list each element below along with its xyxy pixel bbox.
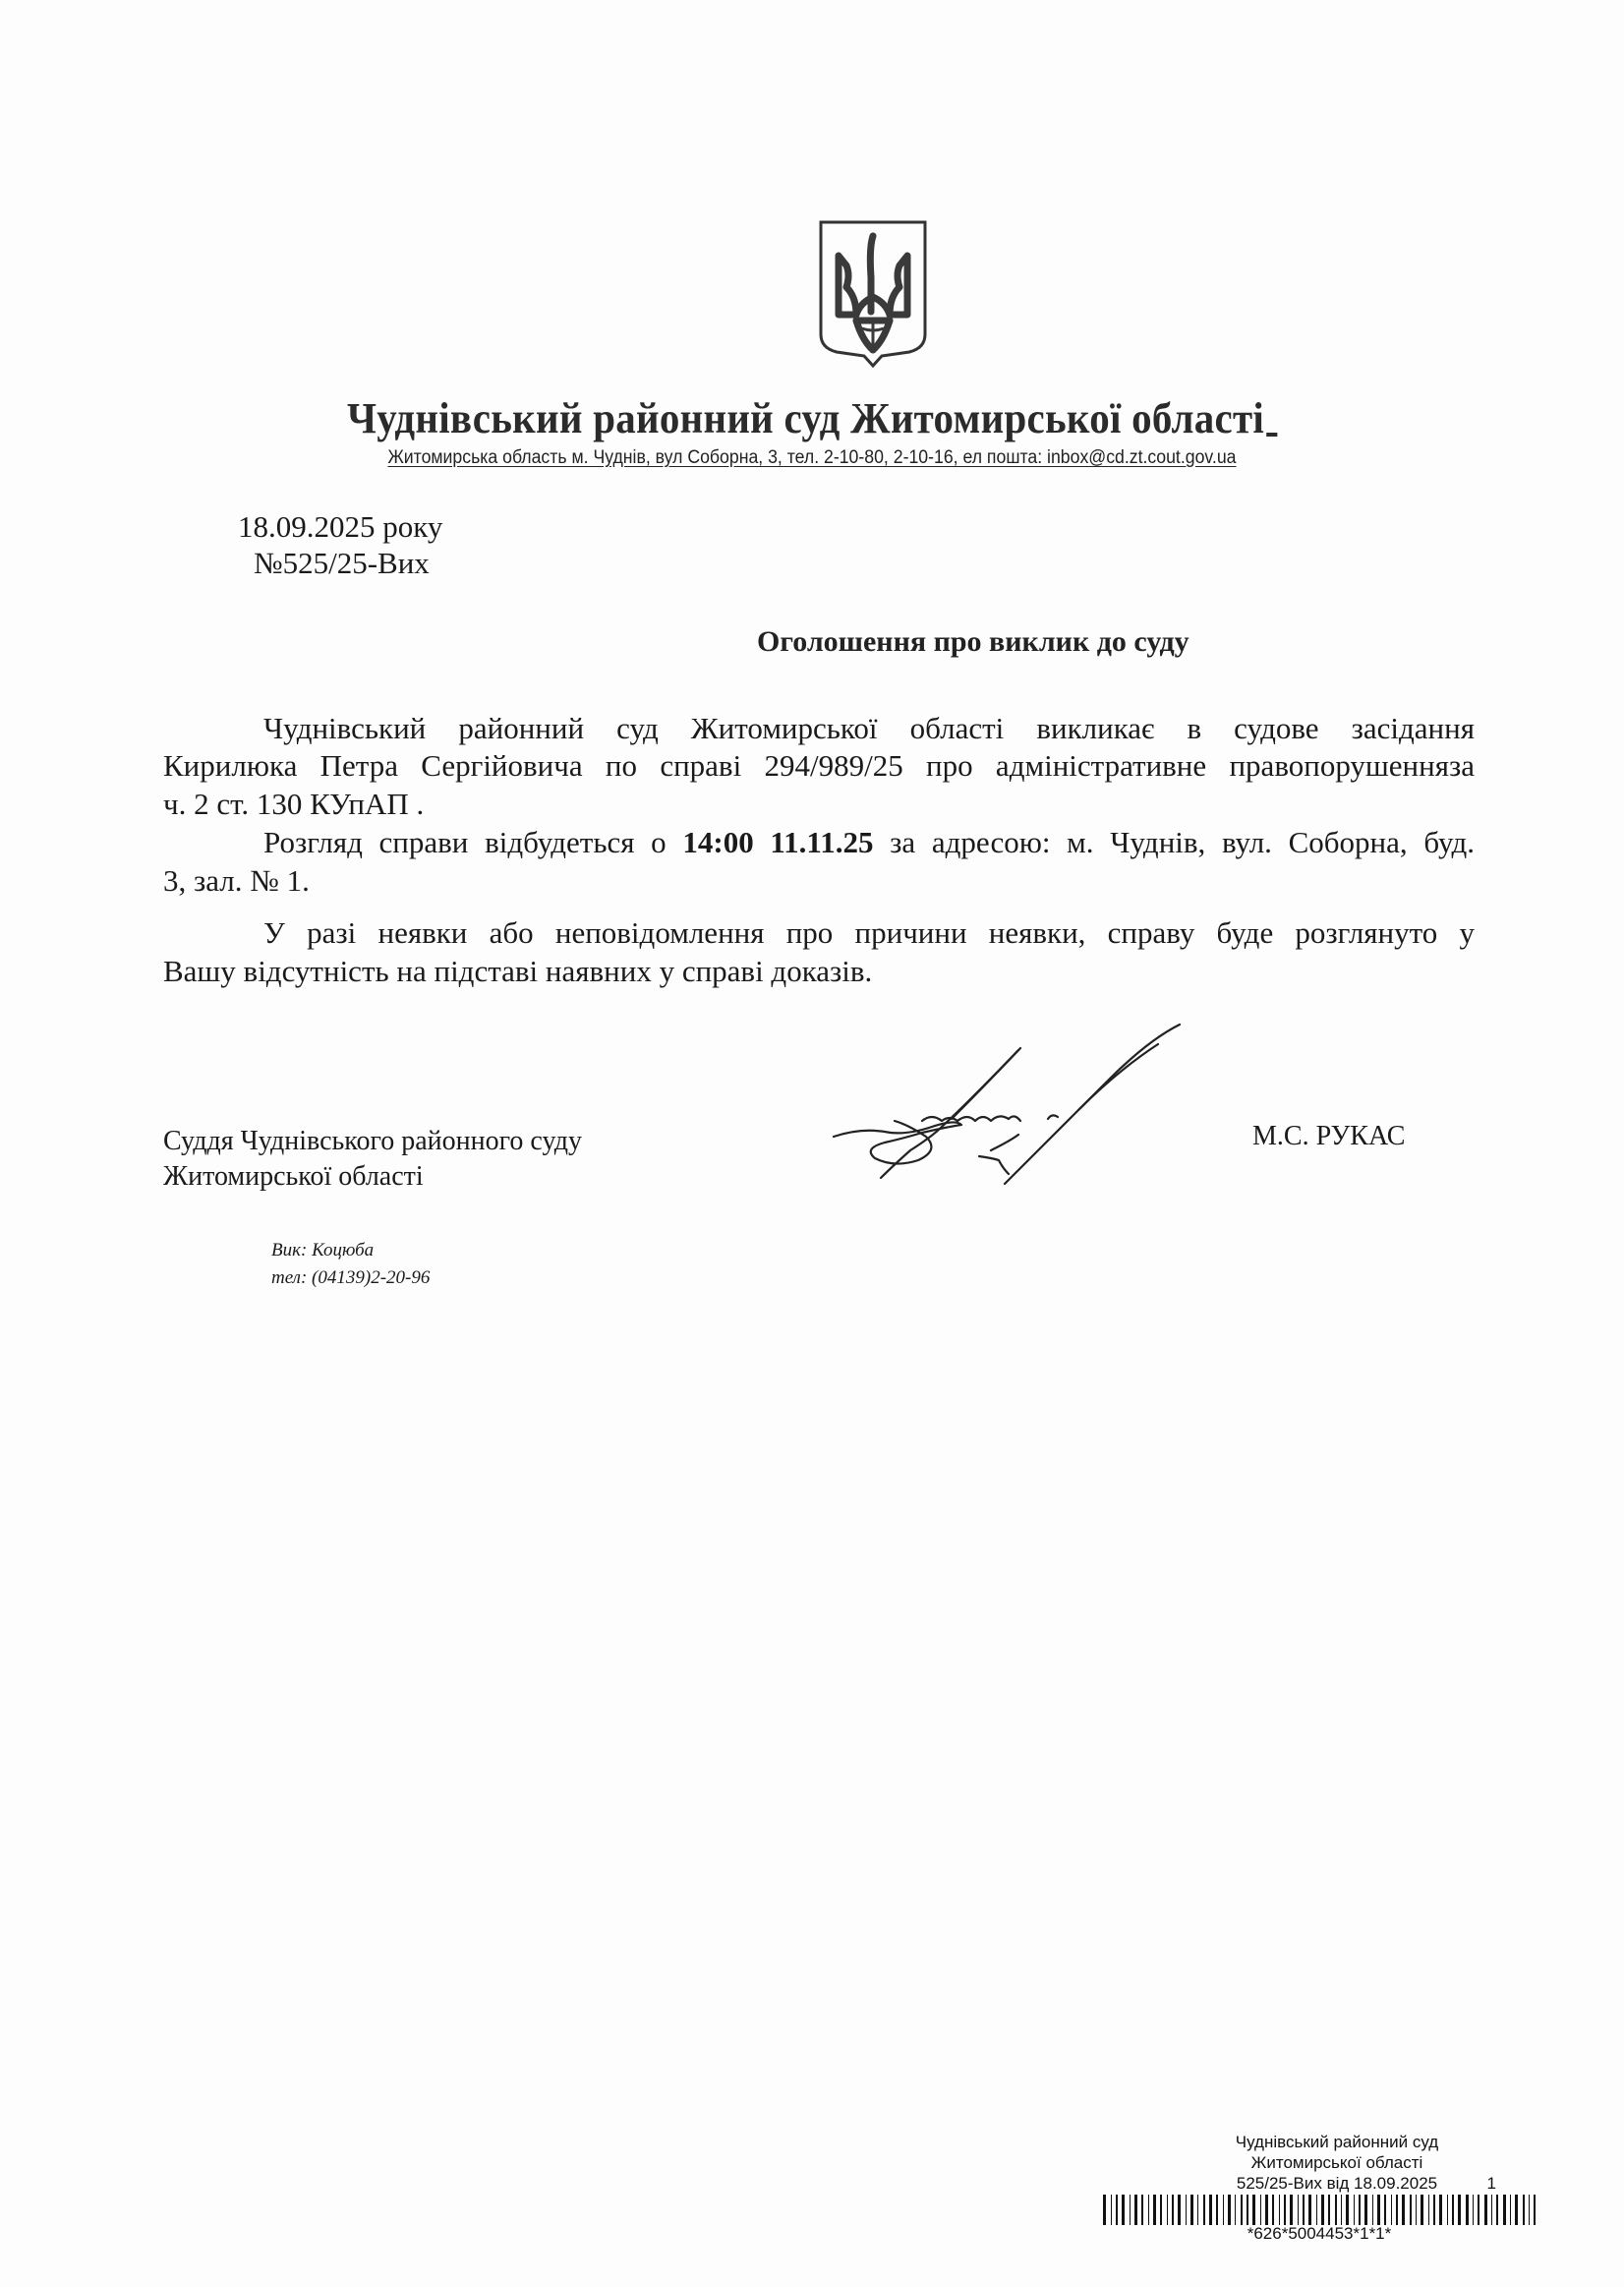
document-date: 18.09.2025 року xyxy=(238,509,443,544)
paragraph-2-line-1 xyxy=(263,824,1475,861)
stamp-registration-number: 525/25-Вих від 18.09.2025 xyxy=(1236,2174,1438,2193)
executor-phone: тел: (04139)2-20-96 xyxy=(271,1267,431,1288)
paragraph-3-line-2: Вашу відсутність на підставі наявних у справі доказів. xyxy=(163,954,873,988)
coat-of-arms-icon xyxy=(817,218,929,368)
hearing-datetime: 14:00 11.11.25 xyxy=(682,825,874,859)
stamp-court-line-2: Житомирської області xyxy=(1250,2153,1423,2172)
paragraph-1-line-1: Чуднівський районний суд Житомирської області викликає в судове засідання xyxy=(263,711,1475,745)
paragraph-1-line-3: ч. 2 ст. 130 КУпАП . xyxy=(163,787,425,821)
paragraph-3-line-1: У разі неявки або неповідомлення про причини неявки, справу буде розглянуто у xyxy=(263,915,1475,950)
court-address: Житомирська область м. Чуднів, вул Соборна, 3, тел. 2-10-80, 2-10-16, ел пошта: inbox@cd.zt.cout.gov.ua xyxy=(387,447,1237,468)
barcode-text: *626*5004453*1*1* xyxy=(1247,2224,1392,2243)
executor-info xyxy=(271,1237,430,1292)
stamp-court-line-1: Чуднівський районний суд xyxy=(1235,2133,1439,2151)
hearing-address-text: за адресою: м. Чуднів, вул. Соборна, буд. xyxy=(873,825,1476,859)
registration-stamp xyxy=(1121,2132,1553,2194)
judge-title-line-1: Суддя Чуднівського районного суду xyxy=(163,1126,582,1156)
judge-name: М.С. РУКАС xyxy=(1252,1121,1406,1151)
document-number: №525/25-Вих xyxy=(254,546,430,580)
court-name-text: Чуднівський районний суд Житомирської області xyxy=(346,394,1265,442)
paragraph-2-line-2: 3, зал. № 1. xyxy=(163,863,310,898)
judge-title xyxy=(163,1124,582,1195)
barcode-icon xyxy=(1103,2195,1536,2225)
stamp-registration-line xyxy=(1121,2173,1553,2194)
court-name-heading xyxy=(57,393,1567,443)
notice-title: Оголошення про виклик до суду xyxy=(757,625,1189,658)
title-trailing-underscore xyxy=(1266,433,1277,437)
judge-title-line-2: Житомирської області xyxy=(163,1161,424,1192)
paragraph-1-line-2: Кирилюка Петра Сергійовича по справі 294/989/25 про адміністративне правопорушенняза xyxy=(163,748,1475,783)
signature-icon xyxy=(824,1011,1315,1188)
stamp-page-number: 1 xyxy=(1486,2174,1496,2193)
executor-name: Вик: Коцюба xyxy=(271,1240,375,1261)
hearing-intro-text: Розгляд справи відбудеться о xyxy=(263,825,683,859)
